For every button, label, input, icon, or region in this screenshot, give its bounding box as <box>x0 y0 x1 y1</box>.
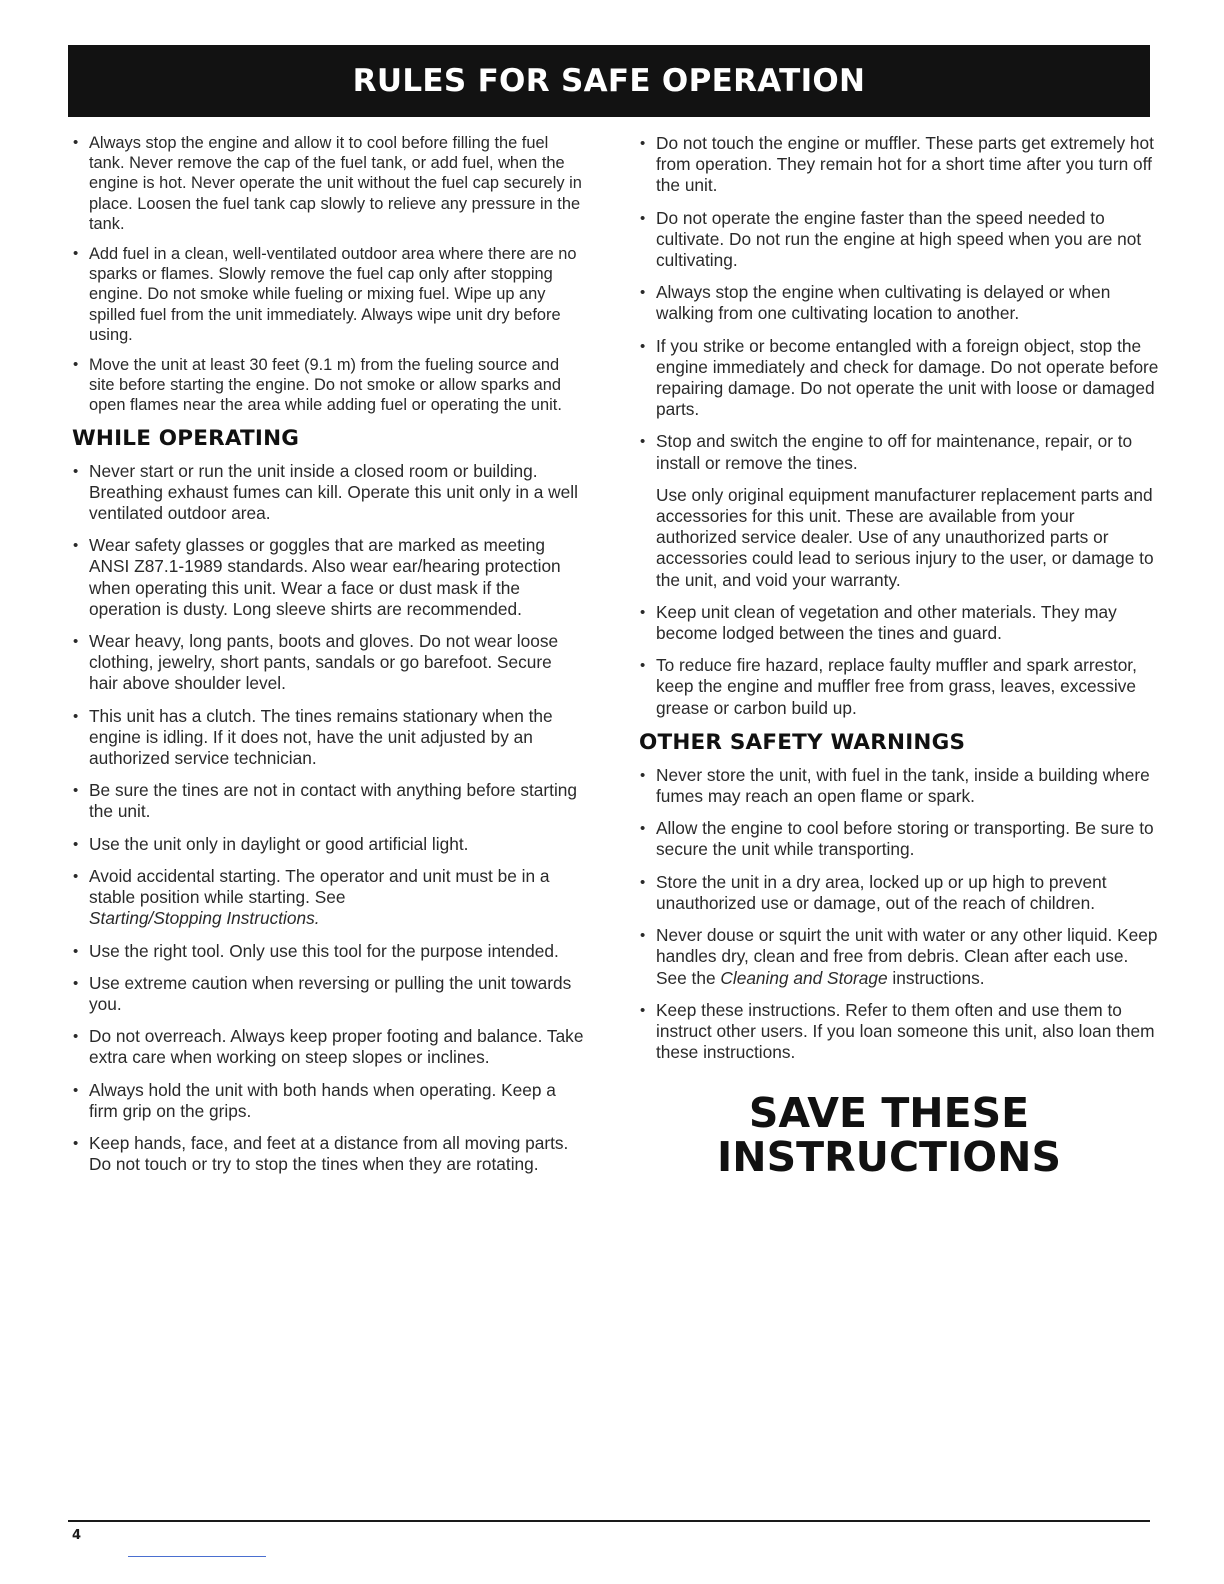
list-item: • Move the unit at least 30 feet (9.1 m) from the fueling source and site before starting the engine. Do not smoke or allow sparks and open flames near the area while adding fuel or operating the unit. <box>72 355 584 416</box>
parts-paragraph: Use only original equipment manufacturer replacement parts and accessories for this unit. These are available from your authorized service dealer. Use of any unauthorized parts or accessories could lead to serious injury to the user, or damage to the unit, and void your warranty. <box>656 484 1154 590</box>
list-item: • Always stop the engine when cultivating is delayed or when walking from one cultivating location to another. <box>639 282 1159 324</box>
list-item: • Use the right tool. Only use this tool for the purpose intended. <box>72 941 584 962</box>
list-item: • Do not touch the engine or muffler. These parts get extremely hot from operation. They remain hot for a short time after you turn off the unit. <box>639 133 1159 197</box>
list-item: • Wear heavy, long pants, boots and gloves. Do not wear loose clothing, jewelry, short pants, sandals or go barefoot. Secure hair above shoulder level. <box>72 631 584 695</box>
list-item-cleaning <box>639 925 1159 989</box>
cleaning-end: instructions. <box>892 967 985 988</box>
list-item: • Use extreme caution when reversing or pulling the unit towards you. <box>72 973 584 1015</box>
list-item: • Store the unit in a dry area, locked up or up high to prevent unauthorized use or damage, out of the reach of children. <box>639 872 1159 914</box>
save-instructions-callout <box>619 1089 1159 1182</box>
footer-divider <box>68 1520 1150 1522</box>
save-line-2: INSTRUCTIONS <box>717 1133 1061 1182</box>
section-heading-while-operating: WHILE OPERATING <box>72 425 300 451</box>
list-item: • Never store the unit, with fuel in the tank, inside a building where fumes may reach an open flame or spark. <box>639 765 1159 807</box>
page-number: 4 <box>72 1528 82 1543</box>
list-item: • Always stop the engine and allow it to cool before filling the fuel tank. Never remove the cap of the fuel tank, or add fuel, when the engine is hot. Never operate the unit without the fuel cap securely in place. Loosen the fuel tank cap slowly to relieve any pressure in the tank. <box>72 133 584 234</box>
list-item: • Keep unit clean of vegetation and other materials. They may become lodged between the tines and guard. <box>639 602 1159 644</box>
right-column <box>639 133 1159 1182</box>
list-item: • Wear safety glasses or goggles that are marked as meeting ANSI Z87.1-1989 standards. Also wear ear/hearing protection when operating this unit. Wear a face or dust mask if the operation is dusty. Long sleeve shirts are recommended. <box>72 535 584 620</box>
maintenance-list <box>639 602 1159 719</box>
cleaning-storage-ref: Cleaning and Storage <box>720 967 888 988</box>
list-item: • If you strike or become entangled with a foreign object, stop the engine immediately and check for damage. Do not operate before repairing damage. Do not operate the unit with loose or damaged parts. <box>639 336 1159 421</box>
list-item: • This unit has a clutch. The tines remains stationary when the engine is idling. If it does not, have the unit adjusted by an authorized service technician. <box>72 706 584 770</box>
left-column <box>72 133 584 1186</box>
list-item: • Be sure the tines are not in contact with anything before starting the unit. <box>72 780 584 822</box>
starting-instructions-ref: Starting/Stopping Instructions. <box>89 908 320 929</box>
list-item: • Allow the engine to cool before storing or transporting. Be sure to secure the unit while transporting. <box>639 818 1159 860</box>
list-item: • Do not overreach. Always keep proper footing and balance. Take extra care when working on steep slopes or inclines. <box>72 1026 584 1068</box>
list-item: • Never start or run the unit inside a closed room or building. Breathing exhaust fumes can kill. Operate this unit only in a well ventilated outdoor area. <box>72 461 584 525</box>
engine-list <box>639 133 1159 474</box>
operating-list <box>72 461 584 1176</box>
other-warnings-list <box>639 765 1159 1063</box>
list-item: • To reduce fire hazard, replace faulty muffler and spark arrestor, keep the engine and muffler free from grass, leaves, excessive grease or carbon build up. <box>639 655 1159 719</box>
section-heading-other-safety: OTHER SAFETY WARNINGS <box>639 729 966 755</box>
list-item: • Stop and switch the engine to off for maintenance, repair, or to install or remove the tines. <box>639 431 1159 473</box>
list-item-starting <box>72 866 584 930</box>
list-item: • Add fuel in a clean, well-ventilated outdoor area where there are no sparks or flames. Slowly remove the fuel cap only after stopping engine. Do not smoke while fueling or mixing fuel. Wipe up any spilled fuel from the unit immediately. Always wipe unit dry before using. <box>72 244 584 345</box>
page-title-banner <box>68 45 1150 117</box>
cleaning-text: Never douse or squirt the unit with water or any other liquid. Keep handles dry, clean and free from debris. Clean after each use. See the <box>656 925 1158 988</box>
fueling-list <box>72 133 584 416</box>
list-item: • Always hold the unit with both hands when operating. Keep a firm grip on the grips. <box>72 1080 584 1122</box>
page-title: RULES FOR SAFE OPERATION <box>352 63 866 99</box>
list-item: • Keep these instructions. Refer to them often and use them to instruct other users. If you loan someone this unit, also loan them these instructions. <box>639 1000 1159 1064</box>
save-line-1: SAVE THESE <box>748 1089 1030 1138</box>
list-item: • Use the unit only in daylight or good artificial light. <box>72 834 584 855</box>
footer-accent-line <box>128 1556 266 1557</box>
starting-text: Avoid accidental starting. The operator and unit must be in a stable position while starting. See <box>89 865 550 908</box>
list-item: • Keep hands, face, and feet at a distance from all moving parts. Do not touch or try to stop the tines when they are rotating. <box>72 1133 584 1175</box>
list-item: • Do not operate the engine faster than the speed needed to cultivate. Do not run the engine at high speed when you are not cultivating. <box>639 208 1159 272</box>
